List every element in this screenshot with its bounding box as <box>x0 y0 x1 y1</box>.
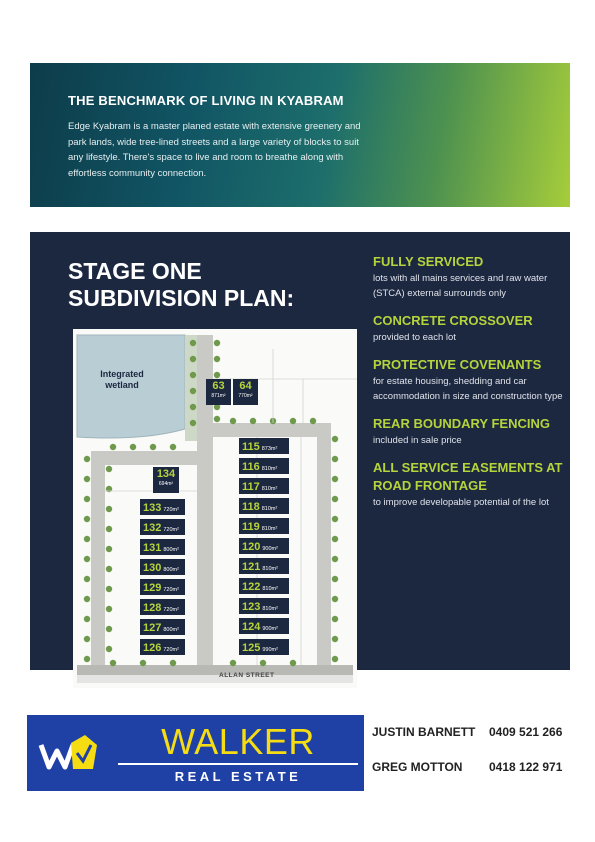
lot-127 <box>140 619 185 635</box>
street-label: ALLAN STREET <box>219 672 275 679</box>
stage-title-line1: STAGE ONE <box>68 258 202 284</box>
lot-number: 127 <box>143 622 162 634</box>
contact-name: JUSTIN BARNETT <box>372 725 476 739</box>
lot-number: 126 <box>143 642 162 654</box>
lot-number: 117 <box>242 481 260 493</box>
lot-number: 120 <box>242 541 261 553</box>
lot-area: 810m² <box>262 586 278 592</box>
lot-number: 122 <box>242 581 261 593</box>
lot-area: 800m² <box>163 627 179 633</box>
lot-123 <box>239 598 289 614</box>
lot-number: 116 <box>242 461 260 473</box>
wetland-label: Integrated wetland <box>100 369 144 390</box>
lot-64 <box>233 379 258 405</box>
lot-number: 132 <box>143 522 162 534</box>
brand-sub: REAL ESTATE <box>174 769 302 784</box>
feature-heading: CONCRETE CROSSOVER <box>373 313 533 328</box>
lot-117 <box>239 478 289 494</box>
lot-129 <box>140 579 185 595</box>
lot-number: 123 <box>242 601 261 613</box>
lot-116 <box>239 458 289 474</box>
lot-number: 129 <box>143 582 162 594</box>
banner-heading: THE BENCHMARK OF LIVING IN KYABRAM <box>68 93 344 108</box>
feature-item <box>373 415 563 448</box>
banner-body: Edge Kyabram is a master planed estate with extensive greenery and park lands, wide tree-lined streets and a large variety of blocks to suit any lifestyle. There's space to live and room to breathe along with effortless community connection. <box>68 121 361 179</box>
walker-logo <box>27 715 112 791</box>
feature-list <box>373 253 563 521</box>
feature-heading: FULLY SERVICED <box>373 254 484 269</box>
lot-122 <box>239 578 289 594</box>
lot-area: 694m² <box>158 481 174 487</box>
lot-131 <box>140 539 185 555</box>
lot-number: 115 <box>242 441 260 453</box>
lot-area: 720m² <box>163 527 179 533</box>
feature-heading: PROTECTIVE COVENANTS <box>373 357 542 372</box>
lot-area: 810m² <box>262 606 278 612</box>
feature-heading: ALL SERVICE EASEMENTS AT ROAD FRONTAGE <box>373 460 563 493</box>
lot-area: 720m² <box>163 587 179 593</box>
lot-area: 900m² <box>262 546 278 552</box>
lot-area: 810m² <box>261 486 278 492</box>
lot-132 <box>140 519 185 535</box>
lot-area: 720m² <box>163 507 179 513</box>
contact-row <box>372 725 563 739</box>
lot-number: 118 <box>242 501 260 513</box>
lot-number: 125 <box>242 642 261 654</box>
feature-item <box>373 312 563 345</box>
lot-area: 990m² <box>262 647 278 653</box>
lot-63 <box>206 379 231 405</box>
lot-134 <box>153 467 179 493</box>
intro-banner <box>30 63 570 207</box>
lot-area: 800m² <box>163 547 179 553</box>
lot-124 <box>239 618 289 634</box>
feature-heading: REAR BOUNDARY FENCING <box>373 416 550 431</box>
lot-area: 800m² <box>163 567 179 573</box>
feature-text: to improve developable potential of the lot <box>373 497 549 508</box>
feature-text: lots with all mains services and raw water (STCA) external surrounds only <box>373 273 548 299</box>
contact-name: GREG MOTTON <box>372 760 463 774</box>
walker-logo-icon <box>27 715 112 791</box>
stage-title-line2: SUBDIVISION PLAN: <box>68 285 295 311</box>
contact-phone: 0409 521 266 <box>489 725 563 739</box>
lot-119 <box>239 518 289 534</box>
lot-120 <box>239 538 289 554</box>
lot-number: 128 <box>143 602 162 614</box>
feature-text: included in sale price <box>373 435 462 446</box>
lot-number: 133 <box>143 502 162 514</box>
lot-area: 873m² <box>261 446 278 452</box>
lot-number: 121 <box>242 561 261 573</box>
lot-121 <box>239 558 289 574</box>
feature-item <box>373 253 563 301</box>
stage-title <box>68 258 294 312</box>
feature-item <box>373 356 563 404</box>
lot-number: 131 <box>143 542 162 554</box>
stage-one-panel <box>30 232 570 679</box>
lot-area: 900m² <box>262 626 278 632</box>
lot-number: 64 <box>239 380 252 392</box>
lot-area: 810m² <box>262 566 278 572</box>
lot-118 <box>239 498 289 514</box>
lot-number: 119 <box>242 521 260 533</box>
lot-number: 63 <box>212 380 225 392</box>
walker-brand <box>112 715 364 791</box>
brand-divider <box>118 763 358 765</box>
lot-area: 720m² <box>163 647 179 653</box>
lot-area: 810m² <box>261 506 278 512</box>
lot-130 <box>140 559 185 575</box>
feature-item <box>373 459 563 510</box>
contact-row <box>372 760 563 774</box>
lot-area: 810m² <box>261 526 278 532</box>
lot-128 <box>140 599 185 615</box>
lot-area: 770m² <box>238 393 253 399</box>
lot-number: 134 <box>156 468 176 480</box>
feature-text: for estate housing, shedding and car accommodation in size and construction type <box>373 376 563 402</box>
lot-126 <box>140 639 185 655</box>
lot-area: 871m² <box>211 393 226 399</box>
lot-area: 720m² <box>163 607 179 613</box>
subdivision-map <box>73 329 357 688</box>
lot-area: 810m² <box>261 466 278 472</box>
feature-text: provided to each lot <box>373 332 456 343</box>
lot-125 <box>239 639 289 655</box>
lot-133 <box>140 499 185 515</box>
brand-name: WALKER <box>161 721 315 762</box>
lot-number: 124 <box>242 621 261 633</box>
lot-number: 130 <box>143 562 162 574</box>
contact-phone: 0418 122 971 <box>489 760 563 774</box>
lot-115 <box>239 438 289 454</box>
